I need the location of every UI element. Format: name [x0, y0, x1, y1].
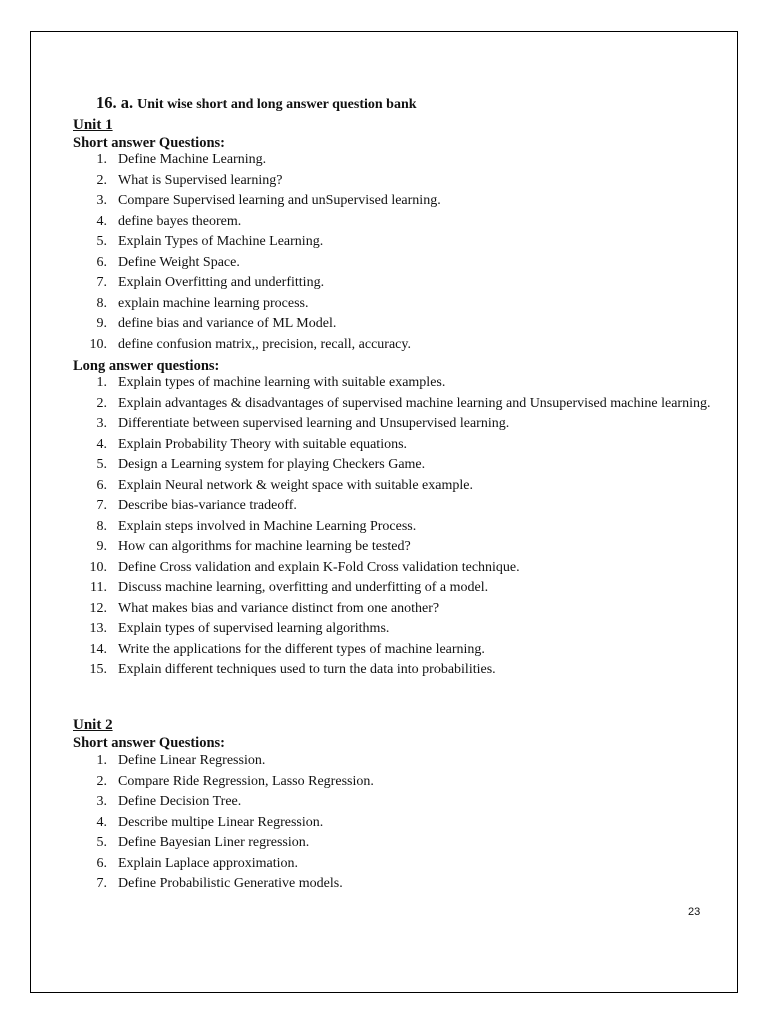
question-text: Define Probabilistic Generative models. — [118, 876, 343, 891]
section-heading — [96, 94, 417, 114]
question-item — [73, 273, 713, 294]
question-item — [73, 232, 713, 253]
page-number: 23 — [688, 906, 701, 918]
question-text: Define Weight Space. — [118, 254, 240, 270]
section-title: Unit wise short and long answer question bank — [137, 97, 417, 112]
question-item — [73, 833, 713, 854]
question-text: Define Machine Learning. — [118, 152, 267, 167]
question-number: 5. — [96, 457, 107, 472]
question-number: 10. — [89, 559, 107, 575]
question-item — [73, 660, 713, 681]
question-text: Discuss machine learning, overfitting and underfitting of a model. — [118, 580, 489, 595]
question-number: 11. — [90, 580, 107, 595]
question-text: Explain steps involved in Machine Learning Process. — [118, 518, 417, 534]
question-number: 2. — [96, 773, 107, 789]
question-item — [73, 253, 713, 274]
question-text: define bayes theorem. — [118, 213, 242, 229]
question-number: 4. — [96, 436, 107, 452]
question-text: Explain Neural network & weight space with suitable example. — [118, 477, 473, 493]
question-item — [73, 854, 713, 875]
question-number: 1. — [96, 753, 107, 768]
question-text: define confusion matrix,, precision, recall, accuracy. — [118, 336, 411, 352]
question-number: 4. — [96, 814, 107, 830]
question-text: define bias and variance of ML Model. — [118, 316, 337, 331]
question-number: 13. — [89, 621, 107, 636]
question-number: 4. — [96, 213, 107, 229]
question-number: 8. — [96, 295, 107, 311]
question-item — [73, 558, 713, 579]
question-number: 1. — [96, 375, 107, 390]
question-item — [73, 212, 713, 233]
unit1-short-label: Short answer Questions: — [73, 135, 225, 151]
question-item — [73, 496, 713, 517]
section-number: 16. a. — [96, 93, 134, 112]
question-item — [73, 191, 713, 212]
question-item — [73, 813, 713, 834]
question-item — [73, 150, 713, 171]
unit2-short-label: Short answer Questions: — [73, 735, 225, 751]
question-text: Explain advantages & disadvantages of supervised machine learning and Unsupervised machine learning. — [118, 395, 711, 411]
question-item — [73, 414, 713, 435]
question-number: 3. — [96, 416, 107, 431]
question-item — [73, 294, 713, 315]
question-number: 2. — [96, 172, 107, 188]
question-item — [73, 455, 713, 476]
question-item — [73, 435, 713, 456]
question-text: Define Linear Regression. — [118, 753, 266, 768]
question-number: 9. — [96, 316, 107, 331]
question-text: Explain types of supervised learning algorithms. — [118, 621, 390, 636]
question-item — [73, 772, 713, 793]
question-text: What makes bias and variance distinct from one another? — [118, 600, 440, 616]
question-text: Write the applications for the different types of machine learning. — [118, 641, 485, 657]
question-text: Compare Ride Regression, Lasso Regression. — [118, 773, 374, 789]
question-item — [73, 394, 713, 415]
question-number: 14. — [89, 641, 107, 657]
question-text: Define Decision Tree. — [118, 794, 242, 809]
question-number: 6. — [96, 477, 107, 493]
question-text: What is Supervised learning? — [118, 172, 283, 188]
question-item — [73, 517, 713, 538]
question-number: 7. — [96, 498, 107, 513]
question-number: 10. — [89, 336, 107, 352]
question-number: 15. — [89, 662, 107, 677]
question-item — [73, 792, 713, 813]
question-text: How can algorithms for machine learning be tested? — [118, 539, 411, 554]
question-text: Define Cross validation and explain K-Fold Cross validation technique. — [118, 559, 520, 575]
question-number: 2. — [96, 395, 107, 411]
question-text: Describe multipe Linear Regression. — [118, 814, 324, 830]
question-item — [73, 874, 713, 895]
question-number: 6. — [96, 855, 107, 871]
question-item — [73, 335, 713, 356]
question-item — [73, 314, 713, 335]
question-item — [73, 640, 713, 661]
question-text: Compare Supervised learning and unSupervised learning. — [118, 193, 441, 208]
question-text: Define Bayesian Liner regression. — [118, 835, 310, 850]
question-item — [73, 476, 713, 497]
question-text: Explain types of machine learning with suitable examples. — [118, 375, 446, 390]
question-item — [73, 537, 713, 558]
question-text: Explain Types of Machine Learning. — [118, 234, 324, 249]
question-text: Explain Laplace approximation. — [118, 855, 298, 871]
question-text: Design a Learning system for playing Checkers Game. — [118, 457, 426, 472]
question-text: Explain different techniques used to turn the data into probabilities. — [118, 662, 496, 677]
question-number: 3. — [96, 193, 107, 208]
question-text: Explain Overfitting and underfitting. — [118, 275, 325, 290]
question-item — [73, 619, 713, 640]
question-item — [73, 578, 713, 599]
question-item — [73, 599, 713, 620]
unit2-short-list — [73, 751, 713, 895]
question-text: Explain Probability Theory with suitable equations. — [118, 436, 408, 452]
question-text: Describe bias-variance tradeoff. — [118, 498, 297, 513]
question-item — [73, 373, 713, 394]
question-number: 6. — [96, 254, 107, 270]
question-item — [73, 171, 713, 192]
question-number: 5. — [96, 234, 107, 249]
question-number: 7. — [96, 876, 107, 891]
unit1-label: Unit 1 — [73, 117, 113, 133]
question-number: 9. — [96, 539, 107, 554]
unit1-long-list — [73, 373, 713, 681]
unit1-long-label: Long answer questions: — [73, 358, 220, 374]
question-number: 12. — [89, 600, 107, 616]
unit2-label: Unit 2 — [73, 717, 113, 733]
question-text: explain machine learning process. — [118, 295, 309, 311]
question-number: 1. — [96, 152, 107, 167]
question-number: 3. — [96, 794, 107, 809]
unit1-short-list — [73, 150, 713, 355]
question-text: Differentiate between supervised learning and Unsupervised learning. — [118, 416, 510, 431]
question-number: 7. — [96, 275, 107, 290]
question-item — [73, 751, 713, 772]
question-number: 5. — [96, 835, 107, 850]
question-number: 8. — [96, 518, 107, 534]
